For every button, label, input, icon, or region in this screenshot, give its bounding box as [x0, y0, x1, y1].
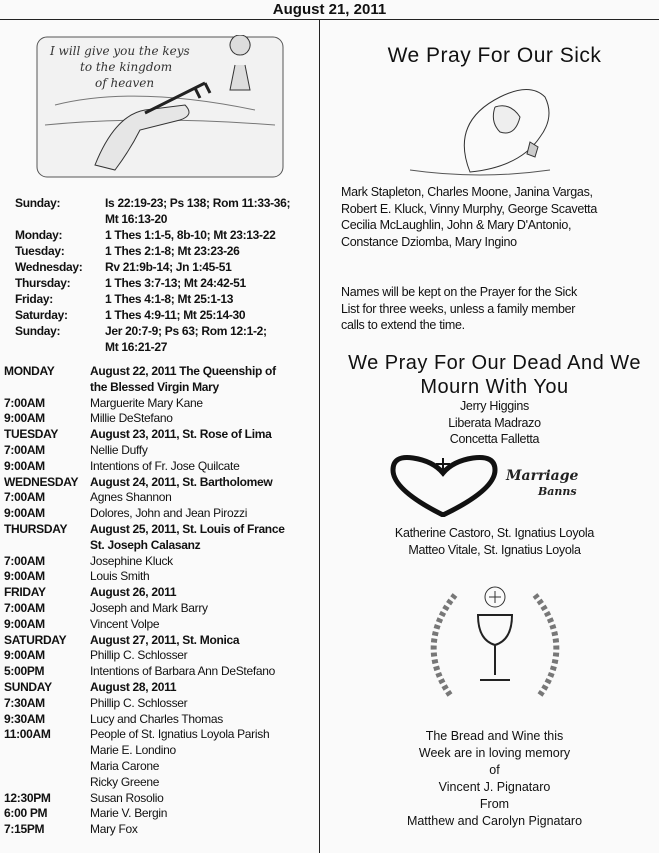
reading-citations-cont: Mt 16:13-20 — [105, 212, 168, 226]
mass-intention-row — [4, 459, 316, 475]
mass-time — [4, 759, 90, 775]
schedule-day-row — [4, 364, 316, 380]
mass-time: 7:00AM — [4, 442, 45, 457]
spacer — [15, 339, 105, 355]
schedule-day-row — [4, 538, 316, 554]
mass-time: 12:30PM — [4, 790, 51, 805]
mass-intention-row — [4, 664, 316, 680]
reading-row — [15, 227, 290, 243]
feast-date: August 24, 2011, St. Bartholomew — [90, 474, 273, 489]
mass-time: 7:00AM — [4, 600, 45, 615]
intention: Josephine Kluck — [90, 553, 173, 568]
schedule-day-row — [4, 585, 316, 601]
reading-row — [15, 307, 290, 323]
feast-date: August 22, 2011 The Queenship of — [90, 364, 276, 378]
sick-heading: We Pray For Our Sick — [387, 44, 602, 67]
memorial-line: From — [479, 797, 510, 811]
reading-citations: 1 Thes 4:1-8; Mt 25:1-13 — [105, 292, 234, 306]
mass-intention-row — [4, 601, 316, 617]
memorial-line: Matthew and Carolyn Pignataro — [406, 814, 583, 828]
spacer — [15, 211, 105, 227]
schedule-day-row — [4, 633, 316, 649]
schedule-day-row — [4, 475, 316, 491]
day-name: SATURDAY — [4, 632, 67, 647]
intention: Mary Fox — [90, 822, 138, 837]
reading-row — [15, 243, 290, 259]
intention: Agnes Shannon — [90, 490, 172, 505]
deceased-name: Jerry Higgins — [459, 399, 530, 413]
feast-date: August 23, 2011, St. Rose of Lima — [90, 427, 272, 442]
sick-name-line: Mark Stapleton, Charles Moone, Janina Vargas, — [341, 185, 593, 199]
dead-heading — [330, 351, 659, 399]
mass-intention-row — [4, 554, 316, 570]
bread-and-wine-memorial — [330, 728, 659, 830]
weekly-readings — [15, 195, 290, 355]
mass-intention-row — [4, 490, 316, 506]
feast-date: August 27, 2011, St. Monica — [90, 632, 240, 647]
mass-time: 9:00AM — [4, 506, 45, 521]
memorial-line: Week are in loving memory — [418, 746, 571, 760]
keys-illustration — [35, 35, 285, 190]
day-name: SUNDAY — [4, 679, 52, 694]
reading-citations: Rv 21:9b-14; Jn 1:45-51 — [105, 260, 232, 274]
sick-names — [341, 184, 597, 250]
day-name: WEDNESDAY — [4, 474, 79, 489]
intention: Marie V. Bergin — [90, 806, 168, 821]
reading-day: Saturday: — [15, 308, 68, 322]
reading-row — [15, 323, 290, 339]
feast-date: the Blessed Virgin Mary — [90, 379, 219, 394]
deceased-name: Concetta Falletta — [449, 432, 540, 446]
day-name: MONDAY — [4, 364, 55, 378]
mass-intention-row — [4, 443, 316, 459]
intention: Nellie Duffy — [90, 442, 148, 457]
intention: Maria Carone — [90, 758, 160, 773]
feast-date: August 28, 2011 — [90, 679, 177, 694]
mass-intention-row — [4, 727, 316, 743]
dead-heading-line-2: Mourn With You — [420, 376, 569, 398]
reading-citations: 1 Thes 4:9-11; Mt 25:14-30 — [105, 308, 246, 322]
reading-citations: 1 Thes 2:1-8; Mt 23:23-26 — [105, 244, 240, 258]
day-name — [4, 538, 90, 554]
mary-praying-illustration — [410, 72, 560, 177]
intention: Phillip C. Schlosser — [90, 648, 188, 663]
mass-time: 9:00AM — [4, 616, 45, 631]
schedule-day-row — [4, 522, 316, 538]
banns-person: Katherine Castoro, St. Ignatius Loyola — [394, 526, 595, 540]
schedule-day-row — [4, 427, 316, 443]
mass-intention-row — [4, 569, 316, 585]
mass-intention-row — [4, 806, 316, 822]
mass-time — [4, 775, 90, 791]
mass-intention-row — [4, 775, 316, 791]
feast-date: St. Joseph Calasanz — [90, 537, 201, 552]
mass-intention-row — [4, 743, 316, 759]
reading-row — [15, 259, 290, 275]
svg-text:to the kingdom: to the kingdom — [80, 60, 173, 74]
day-name — [4, 380, 90, 396]
intention: People of St. Ignatius Loyola Parish — [90, 727, 270, 742]
deceased-name: Liberata Madrazo — [448, 415, 541, 430]
reading-row-continued — [15, 211, 290, 227]
chalice-wreath-illustration — [420, 575, 570, 710]
reading-day: Monday: — [15, 228, 63, 242]
intention: Ricky Greene — [90, 774, 160, 789]
intention: Joseph and Mark Barry — [90, 600, 208, 615]
feast-date: August 25, 2011, St. Louis of France — [90, 521, 285, 536]
sick-name-line: Constance Dziomba, Mary Ingino — [341, 234, 517, 249]
day-name: TUESDAY — [4, 427, 59, 442]
note-line: List for three weeks, unless a family member — [341, 301, 576, 316]
memorial-line: of — [489, 763, 500, 777]
header-divider — [0, 19, 659, 20]
mass-intention-row — [4, 411, 316, 427]
mass-time: 7:00AM — [4, 553, 45, 568]
reading-citations: 1 Thes 1:1-5, 8b-10; Mt 23:13-22 — [105, 228, 276, 242]
svg-text:Marriage: Marriage — [506, 468, 579, 484]
mass-intention-row — [4, 759, 316, 775]
mass-intention-row — [4, 506, 316, 522]
svg-text:Banns: Banns — [538, 485, 577, 498]
banns-couples — [330, 525, 659, 558]
mass-time: 9:00AM — [4, 648, 45, 663]
mass-time: 9:30AM — [4, 711, 45, 726]
day-name: FRIDAY — [4, 585, 46, 600]
mass-time: 11:00AM — [4, 727, 51, 742]
reading-citations: Is 22:19-23; Ps 138; Rom 11:33-36; — [105, 196, 291, 210]
reading-row — [15, 275, 290, 291]
mass-time: 5:00PM — [4, 664, 45, 679]
mass-intention-row — [4, 822, 316, 838]
mass-intention-row — [4, 696, 316, 712]
reading-day: Tuesday: — [15, 244, 65, 258]
reading-day: Sunday: — [15, 196, 61, 210]
reading-citations: Jer 20:7-9; Ps 63; Rom 12:1-2; — [105, 324, 267, 338]
svg-text:of heaven: of heaven — [95, 76, 155, 90]
reading-row — [15, 291, 290, 307]
dead-names — [330, 398, 659, 448]
banns-person: Matteo Vitale, St. Ignatius Loyola — [408, 542, 581, 557]
mass-time: 7:00AM — [4, 395, 45, 410]
sick-name-line: Cecilia McLaughlin, John & Mary D'Antonio, — [341, 218, 572, 232]
dead-heading-line-1: We Pray For Our Dead And We — [348, 352, 641, 374]
svg-text:I will give you the keys: I will give you the keys — [50, 44, 190, 58]
intention: Phillip C. Schlosser — [90, 695, 188, 710]
intention: Dolores, John and Jean Pirozzi — [90, 506, 248, 521]
intention: Lucy and Charles Thomas — [90, 711, 223, 726]
day-name: THURSDAY — [4, 521, 68, 536]
feast-date: August 26, 2011 — [90, 585, 177, 600]
mass-intentions-schedule — [4, 364, 316, 838]
note-line: calls to extend the time. — [341, 318, 465, 332]
intention: Millie DeStefano — [90, 411, 173, 426]
mass-intention-row — [4, 648, 316, 664]
reading-row-continued — [15, 339, 290, 355]
intention: Susan Rosolio — [90, 790, 164, 805]
column-divider — [319, 20, 320, 853]
reading-day: Sunday: — [15, 324, 61, 338]
reading-citations: 1 Thes 3:7-13; Mt 24:42-51 — [105, 276, 246, 290]
reading-citations-cont: Mt 16:21-27 — [105, 340, 168, 354]
reading-row — [15, 195, 290, 211]
mass-time — [4, 743, 90, 759]
memorial-line: The Bread and Wine this — [425, 729, 564, 743]
intention: Vincent Volpe — [90, 616, 160, 631]
marriage-banns-logo — [388, 455, 603, 517]
note-line: Names will be kept on the Prayer for the Sick — [341, 285, 577, 299]
reading-day: Thursday: — [15, 276, 71, 290]
mass-time: 6:00 PM — [4, 806, 48, 821]
reading-day: Friday: — [15, 292, 53, 306]
mass-time: 9:00AM — [4, 411, 45, 426]
mass-time: 7:15PM — [4, 822, 45, 837]
intention: Marguerite Mary Kane — [90, 395, 203, 410]
mass-intention-row — [4, 791, 316, 807]
bulletin-date: August 21, 2011 — [272, 1, 387, 18]
intention: Louis Smith — [90, 569, 150, 584]
mass-intention-row — [4, 396, 316, 412]
intention: Intentions of Barbara Ann DeStefano — [90, 664, 275, 679]
sick-name-line: Robert E. Kluck, Vinny Murphy, George Scavetta — [341, 201, 598, 216]
memorial-line: Vincent J. Pignataro — [438, 780, 551, 794]
schedule-day-row — [4, 380, 316, 396]
sick-list-note — [341, 284, 577, 334]
mass-time: 7:30AM — [4, 695, 45, 710]
reading-day: Wednesday: — [15, 260, 83, 274]
mass-intention-row — [4, 617, 316, 633]
mass-time: 9:00AM — [4, 569, 45, 584]
mass-time: 7:00AM — [4, 490, 45, 505]
mass-intention-row — [4, 712, 316, 728]
intention: Intentions of Fr. Jose Quilcate — [90, 458, 240, 473]
schedule-day-row — [4, 680, 316, 696]
intention: Marie E. Londino — [90, 743, 176, 758]
mass-time: 9:00AM — [4, 458, 45, 473]
